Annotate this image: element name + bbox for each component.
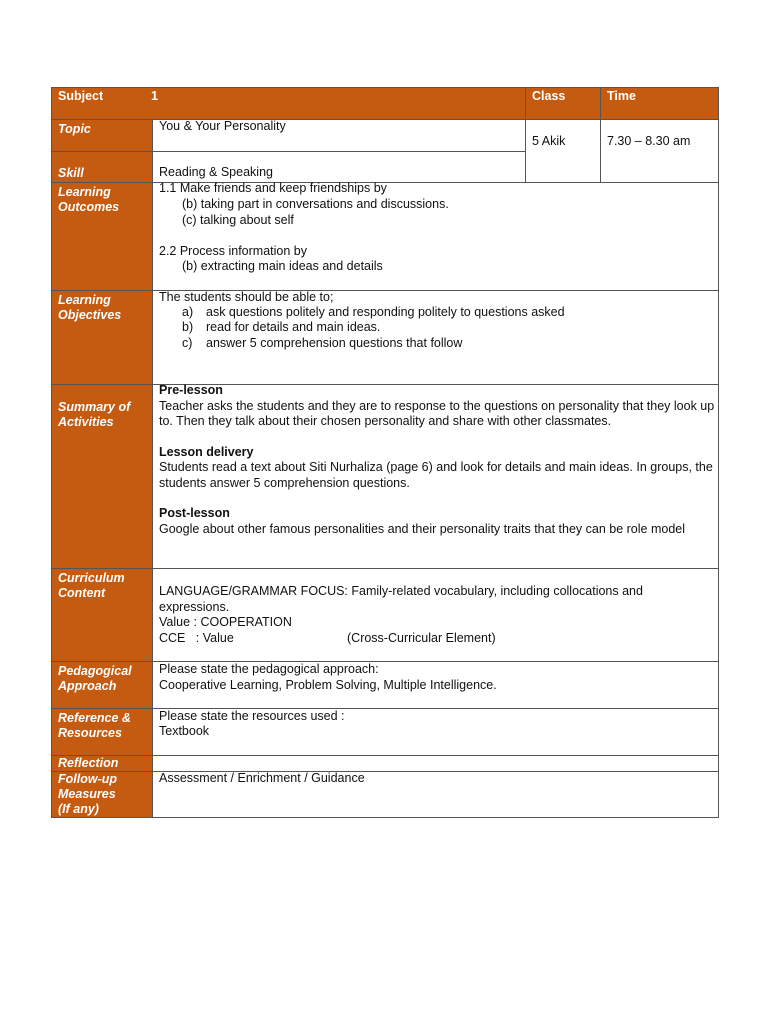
objective-text: ask questions politely and responding politely to questions asked [206, 305, 565, 319]
learning-outcomes-label-2: Outcomes [58, 200, 120, 214]
pre-lesson-title: Pre-lesson [159, 383, 223, 397]
header-divider-class [525, 87, 526, 120]
followup-label-2: Measures [58, 787, 116, 801]
objective-marker: c) [182, 336, 193, 350]
learning-objectives-label-1: Learning [58, 293, 111, 307]
curriculum-label-1: Curriculum [58, 571, 125, 585]
objective-marker: a) [182, 305, 194, 319]
outcome-line: (c) talking about self [182, 213, 294, 227]
topic-label: Topic [58, 122, 91, 136]
summary-label-cell [51, 384, 153, 569]
objective-item [182, 305, 565, 321]
subject-value: 1 [151, 89, 158, 103]
header-divider-time [600, 87, 601, 120]
pedagogical-label-1: Pedagogical [58, 664, 132, 678]
learning-outcomes-label-1: Learning [58, 185, 111, 199]
reference-label-2: Resources [58, 726, 122, 740]
topic-value: You & Your Personality [159, 119, 286, 133]
reference-label-cell [51, 708, 153, 756]
outcome-line: (b) extracting main ideas and details [182, 259, 383, 273]
followup-label-cell [51, 771, 153, 818]
summary-label-1: Summary of [58, 400, 131, 414]
time-value: 7.30 – 8.30 am [607, 134, 691, 148]
summary-content [159, 383, 715, 537]
lesson-delivery-text: Students read a text about Siti Nurhaliza (page 6) and look for details and main ideas. In groups, the students answer 5 comprehension questions. [159, 460, 713, 490]
post-lesson-text: Google about other famous personalities and their personality traits that they can be role model [159, 521, 686, 536]
skill-value: Reading & Speaking [159, 165, 273, 179]
curriculum-label-cell [51, 568, 153, 662]
pedagogical-label-2: Approach [58, 679, 117, 693]
pre-lesson-text: Teacher asks the students and they are to response to the questions on personality that they look up to. Then they talk about their chosen personality and share with other classmates. [159, 398, 715, 428]
objective-marker: b) [182, 320, 194, 334]
subject-label: Subject [58, 89, 104, 103]
class-label: Class [532, 89, 566, 103]
pedagogical-label-cell [51, 661, 153, 709]
learning-outcomes-label-cell [51, 182, 153, 291]
time-label: Time [607, 89, 636, 103]
curriculum-content [159, 584, 715, 646]
summary-label-2: Activities [58, 415, 114, 429]
reflection-label: Reflection [58, 756, 119, 770]
skill-label-cell [51, 151, 153, 183]
cce-label: CCE : Value [159, 630, 234, 645]
outcome-line: 1.1 Make friends and keep friendships by [159, 181, 387, 195]
curriculum-label-2: Content [58, 586, 106, 600]
followup-label-1: Follow-up [58, 772, 118, 786]
objective-text: answer 5 comprehension questions that follow [206, 336, 463, 350]
objective-item [182, 336, 462, 352]
reflection-value-cell [152, 755, 719, 772]
class-value-cell [525, 119, 601, 183]
objective-item [182, 320, 380, 336]
class-value: 5 Akik [532, 134, 566, 148]
post-lesson-title: Post-lesson [159, 506, 230, 520]
pedagogical-line-1: Please state the pedagogical approach: [159, 662, 379, 676]
reflection-label-cell [51, 755, 153, 772]
cce-note: (Cross-Curricular Element) [347, 630, 496, 645]
reference-label-1: Reference & [58, 711, 131, 725]
time-value-cell [600, 119, 719, 183]
reference-line-1: Please state the resources used : [159, 709, 345, 723]
reference-line-2: Textbook [159, 724, 210, 738]
learning-objectives-label-cell [51, 290, 153, 385]
objective-text: read for details and main ideas. [206, 320, 381, 334]
outcome-line: 2.2 Process information by [159, 244, 307, 258]
learning-objectives-label-2: Objectives [58, 308, 122, 322]
followup-value: Assessment / Enrichment / Guidance [159, 771, 365, 785]
pedagogical-line-2: Cooperative Learning, Problem Solving, Multiple Intelligence. [159, 678, 497, 692]
followup-label-3: (If any) [58, 802, 99, 816]
objectives-intro: The students should be able to; [159, 290, 334, 304]
outcome-line: (b) taking part in conversations and discussions. [182, 197, 449, 211]
lesson-delivery-title: Lesson delivery [159, 444, 254, 459]
grammar-focus: LANGUAGE/GRAMMAR FOCUS: Family-related vocabulary, including collocations and expressions. [159, 584, 643, 614]
topic-label-cell [51, 119, 153, 152]
value-line: Value : COOPERATION [159, 615, 292, 629]
skill-label: Skill [58, 166, 84, 180]
